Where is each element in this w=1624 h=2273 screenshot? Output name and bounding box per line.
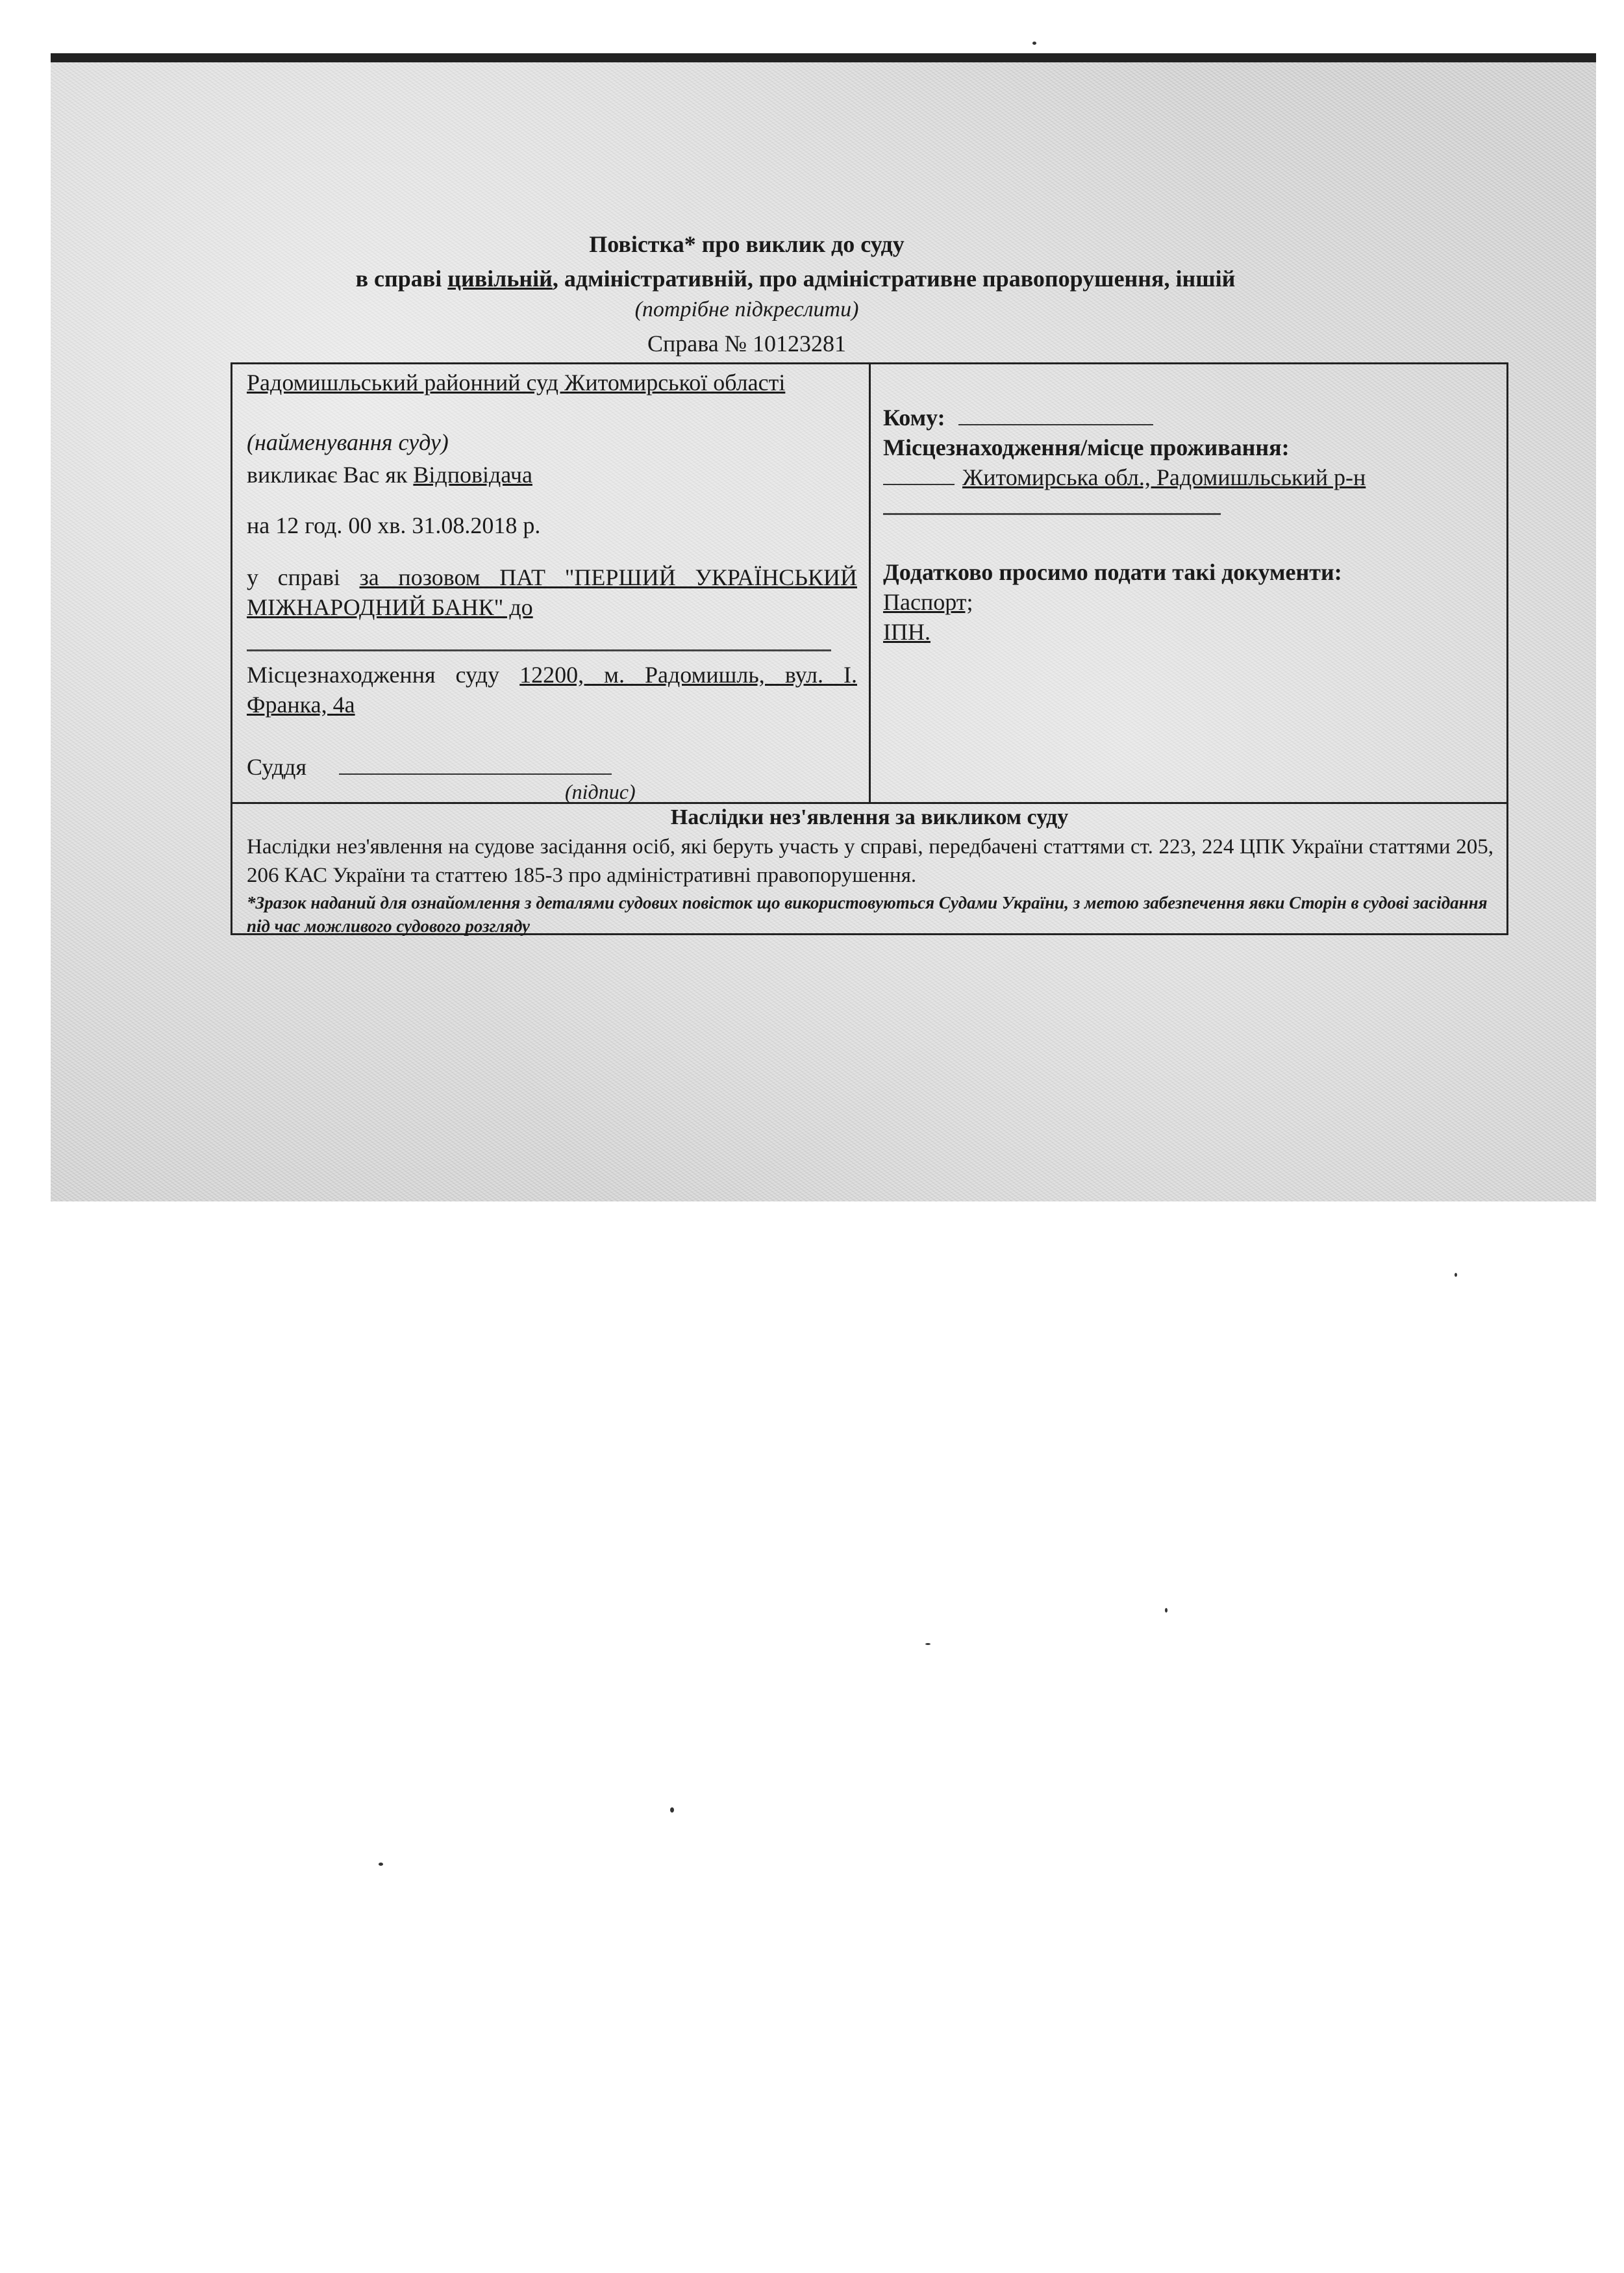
- summons-prefix: викликає Вас як: [247, 462, 414, 488]
- consequences-title: Наслідки нез'явлення за викликом суду: [670, 805, 1069, 829]
- residence-label: Місцезнаходження/місце проживання:: [883, 434, 1290, 460]
- judge-label: Суддя: [247, 754, 307, 780]
- summons-line: [247, 460, 857, 490]
- document-title: Повістка* про виклик до суду: [589, 231, 905, 257]
- scan-speck: [379, 1863, 383, 1866]
- residence-value: Житомирська обл., Радомишльський р-н: [962, 464, 1366, 490]
- court-name-caption: (найменування суду): [247, 429, 449, 455]
- scan-edge-bar: [51, 53, 1596, 62]
- recipient-label: Кому:: [883, 405, 945, 431]
- court-name: Радомишльський районний суд Житомирської області: [247, 370, 786, 396]
- court-location-value: 12200, м. Радомишль, вул. І. Франка, 4а: [247, 662, 857, 718]
- consequences-text: Наслідки нез'явлення на судове засідання осіб, які беруть участь у справі, передбачені статтями ст. 223, 224 ЦПК України статтями 205, 206 КАС України та статтею 185-3 про адміністративні правопорушення.: [247, 835, 1493, 887]
- summons-role: Відповідача: [413, 462, 532, 488]
- case-claim: за позовом ПАТ "ПЕРШИЙ УКРАЇНСЬКИЙ МІЖНАРОДНИЙ БАНК" до: [247, 564, 857, 620]
- court-location-block: [247, 660, 857, 720]
- case-prefix: у справі: [247, 564, 360, 590]
- redacted-party-line: [247, 629, 857, 659]
- underline-note: (потрібне підкреслити): [634, 297, 859, 321]
- column-divider: [869, 362, 871, 804]
- doc-item-passport: Паспорт;: [883, 589, 973, 615]
- court-location-label: Місцезнаходження суду: [247, 662, 520, 688]
- consequences-footnote: *Зразок наданий для ознайомлення з деталями судових повісток що використовуються Судами України, з метою забезпечення явки Сторін в судові засідання під час можливого судового розгляду: [247, 893, 1488, 936]
- scan-speck: [670, 1807, 674, 1813]
- case-type-rest: , адміністративній, про адміністративне правопорушення, іншій: [552, 266, 1236, 292]
- recipient-line: [883, 403, 1493, 433]
- scan-speck: [1032, 42, 1036, 45]
- scan-speck: [1165, 1608, 1168, 1613]
- judge-signature-line: [339, 754, 612, 775]
- signature-caption: (підпис): [565, 780, 636, 803]
- scan-speck: [925, 1643, 931, 1645]
- recipient-blank: [958, 405, 1153, 425]
- residence-blank: [883, 464, 955, 485]
- case-type-selected: цивільній: [447, 266, 553, 292]
- case-number: Справа № 10123281: [647, 331, 847, 357]
- doc-item-tax-id: ІПН.: [883, 619, 931, 645]
- case-claim-block: [247, 562, 857, 622]
- scan-speck: [1455, 1273, 1457, 1277]
- residence-line: [883, 462, 1493, 492]
- case-type-line: [162, 265, 1429, 292]
- section-divider: [231, 802, 1508, 804]
- hearing-time: на 12 год. 00 хв. 31.08.2018 р.: [247, 512, 541, 538]
- judge-line: [247, 752, 857, 782]
- extra-docs-label: Додатково просимо подати такі документи:: [883, 559, 1342, 585]
- residence-line-2: [883, 492, 1493, 522]
- case-type-prefix: в справі: [355, 266, 448, 292]
